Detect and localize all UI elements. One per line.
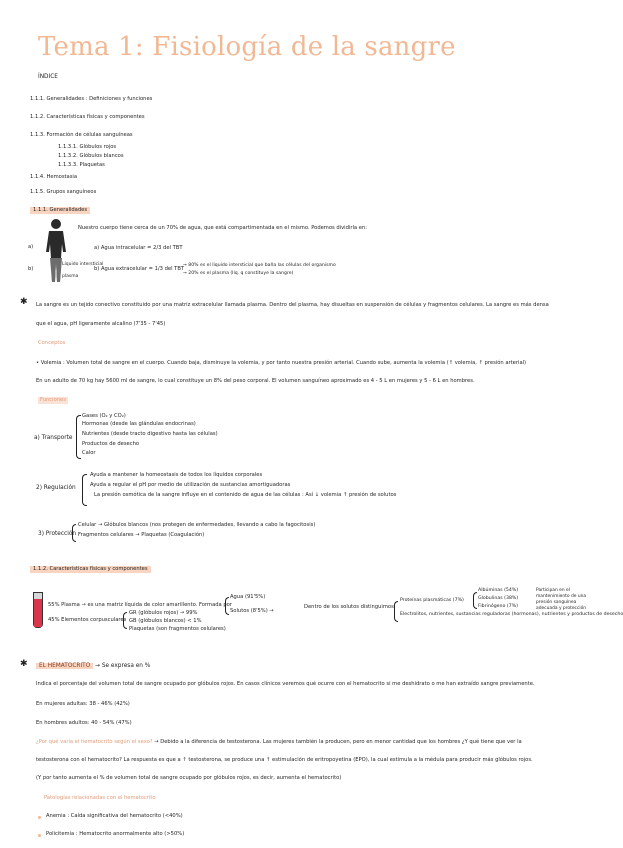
- index-item: 1.1.5. Grupos sanguíneos: [30, 189, 97, 195]
- hematocrit-conclusion: (Y por tanto aumenta el % de volumen total de sangre ocupado por glóbulos rojos, es decir, aumenta el hematocrito): [36, 775, 342, 781]
- transport-item: Hormonas (desde las glándulas endocrinas): [82, 421, 196, 427]
- plasma-text: 55% Plasma → es una matriz líquida de color amarillento. Formada por: [48, 602, 232, 608]
- protein-item: Fibrinógeno (7%): [478, 604, 518, 609]
- transport-item: Gases (O₂ y CO₂): [82, 413, 126, 419]
- adult-text: En un adulto de 70 kg hay 5600 ml de sangre, lo cual constituye un 8% del peso corporal. El volumen sanguíneo aproximado es 4 - 5 L en mujeres y 5 - 6 L en hombres.: [36, 378, 475, 384]
- hematocrit-question: ¿Por qué varía el hematocrito según el sexo?: [36, 739, 153, 745]
- elements-text: 45% Elementos corpusculares: [48, 617, 127, 623]
- subsection-label: Funciones: [40, 397, 66, 403]
- element-item: GR (glóbulos rojos) → 99%: [129, 610, 198, 616]
- page-title: Tema 1: Fisiología de la sangre: [38, 32, 456, 62]
- function-label: 3) Protección: [38, 531, 77, 537]
- plasma-item: Solutos (8'5%) →: [230, 608, 274, 614]
- intro-text: Nuestro cuerpo tiene cerca de un 70% de agua, que está compartimentada en el mismo. Podemos dividirla en:: [78, 225, 367, 231]
- hematocrit-heading-line: [36, 662, 150, 670]
- hematocrit-heading: EL HEMATOCRITO: [36, 663, 93, 669]
- index-item: 1.1.3. Formación de células sanguíneas: [30, 132, 133, 138]
- transport-item: Nutrientes (desde tracto digestivo hasta las células): [82, 431, 218, 437]
- bracket: [82, 474, 87, 506]
- bracket: [123, 612, 127, 629]
- plasma-item: Agua (91'5%): [230, 594, 266, 600]
- element-item: GB (glóbulos blancos) < 1%: [129, 618, 202, 624]
- bracket: [473, 592, 477, 609]
- subsection-label: Patologías relacionadas con el hematocrito: [44, 795, 156, 801]
- protein-item: Albúminas (54%): [478, 588, 519, 593]
- figure-label: a): [28, 244, 34, 250]
- water-item: b) Agua extracelular = 1/3 del TBT: [94, 266, 185, 272]
- hematocrit-definition: Indica el porcentaje del volumen total de sangre ocupado por glóbulos rojos. En casos clínicos veremos qué ocurre con el hematocrito si me deshidrato o me han extraído sangre previamente.: [36, 681, 535, 687]
- index-item: 1.1.3.2. Glóbulos blancos: [58, 153, 124, 159]
- section-heading: 1.1.1. Generalidades: [30, 207, 90, 214]
- index-item: 1.1.3.1. Glóbulos rojos: [58, 144, 117, 150]
- bracket: [76, 415, 81, 459]
- figure-label: b): [28, 266, 34, 272]
- blood-tube-icon: [33, 592, 43, 628]
- asterisk-icon: ✱: [20, 297, 28, 307]
- index-label: ÍNDICE: [38, 74, 58, 80]
- index-item: 1.1.1. Generalidades : Definiciones y funciones: [30, 96, 153, 102]
- protein-function: Participan en el mantenimiento de una presión sanguínea adecuada y protección: [536, 588, 587, 611]
- protection-item: Fragmentos celulares → Plaquetas (Coagulación): [78, 532, 205, 538]
- blood-definition: La sangre es un tejido conectivo constituido por una matriz extracelular llamada plasma. Dentro del plasma, hay disueltas en suspensión de células y fragmentos celulares. La sangre es más densa: [36, 302, 549, 308]
- hematocrit-unit: → Se expresa en %: [95, 663, 151, 669]
- hematocrit-answer: → Debido a la diferencia de testosterona. Las mujeres también la producen, pero en menor cantidad que los hombres ¿Y qué tiene que ver la: [154, 739, 522, 745]
- bracket: [225, 597, 229, 615]
- hematocrit-testosterone: testosterona con el hematocrito? La respuesta es que a ↑ testosterona, se produce una ↑ estimulación de eritropoyetina (EPO), la cual estimula a la médula para producir más glóbulos rojos.: [36, 757, 533, 763]
- function-label: 2) Regulación: [36, 485, 76, 491]
- transport-item: Calor: [82, 450, 96, 456]
- hematocrit-question-line: [36, 739, 522, 746]
- transport-item: Productos de desecho: [82, 441, 140, 447]
- solutes-desc: Dentro de los solutos distinguimos:: [304, 604, 396, 610]
- regulation-item: Ayuda a regular el pH por medio de utilización de sustancias amortiguadoras: [90, 482, 291, 488]
- bracket: [72, 524, 76, 542]
- regulation-item: La presión osmótica de la sangre influye en el contenido de agua de las células : Así ↓ volemia ↑ presión de solutos: [94, 492, 397, 498]
- pathology-item: Anemia : Caída significativa del hematocrito (<40%): [46, 813, 183, 819]
- pathology-item: Policitemia : Hematocrito anormalmente alto (>50%): [46, 831, 185, 837]
- water-item: a) Agua intracelular = 2/3 del TBT: [94, 245, 183, 251]
- subsection-label: Conceptos: [38, 340, 66, 346]
- index-item: 1.1.2. Características físicas y componentes: [30, 114, 145, 120]
- protein-item: Globulinas (38%): [478, 596, 519, 601]
- regulation-item: Ayuda a mantener la homeostasis de todos los líquidos corporales: [90, 472, 263, 478]
- bullet-icon: [38, 816, 41, 819]
- function-label: a) Transporte: [34, 435, 73, 441]
- section-heading: 1.1.2. Características físicas y componentes: [30, 566, 151, 573]
- solute-item: Electrolitos, nutrientes, sustancias reguladoras (hormonas), nutrientes y productos de desecho: [400, 612, 623, 617]
- index-item: 1.1.4. Hemostasia: [30, 174, 78, 180]
- water-subitem: → 20% es el plasma (líq. q constituye la sangre): [183, 271, 294, 276]
- hematocrit-men: En hombres adultos: 40 - 54% (47%): [36, 720, 132, 726]
- bracket: [394, 601, 398, 622]
- blood-definition: que el agua, pH ligeramente alcalino (7'35 - 7'45): [36, 321, 166, 327]
- figure-label: plasma: [62, 274, 79, 279]
- protection-item: Celular → Glóbulos blancos (nos protegen de enfermedades, llevando a cabo la fagocitosis): [78, 522, 316, 528]
- hematocrit-women: En mujeres adultas: 38 - 46% (42%): [36, 701, 130, 707]
- water-subitem: → 80% es el líquido intersticial que baña las células del organismo: [183, 263, 336, 268]
- element-item: Plaquetas (son fragmentos celulares): [129, 626, 226, 632]
- volemia-text: • Volemia : Volumen total de sangre en el cuerpo. Cuando baja, disminuye la volemia, y por tanto nuestra presión arterial. Cuando sube, aumenta la volemia (↑ volemia, ↑ presión arterial): [36, 360, 527, 366]
- bullet-icon: [38, 834, 41, 837]
- solute-item: Proteínas plasmáticas (7%): [400, 598, 464, 603]
- figure-label: Líquido intersticial: [62, 262, 104, 267]
- asterisk-icon: ✱: [20, 659, 28, 669]
- index-item: 1.1.3.3. Plaquetas: [58, 162, 105, 168]
